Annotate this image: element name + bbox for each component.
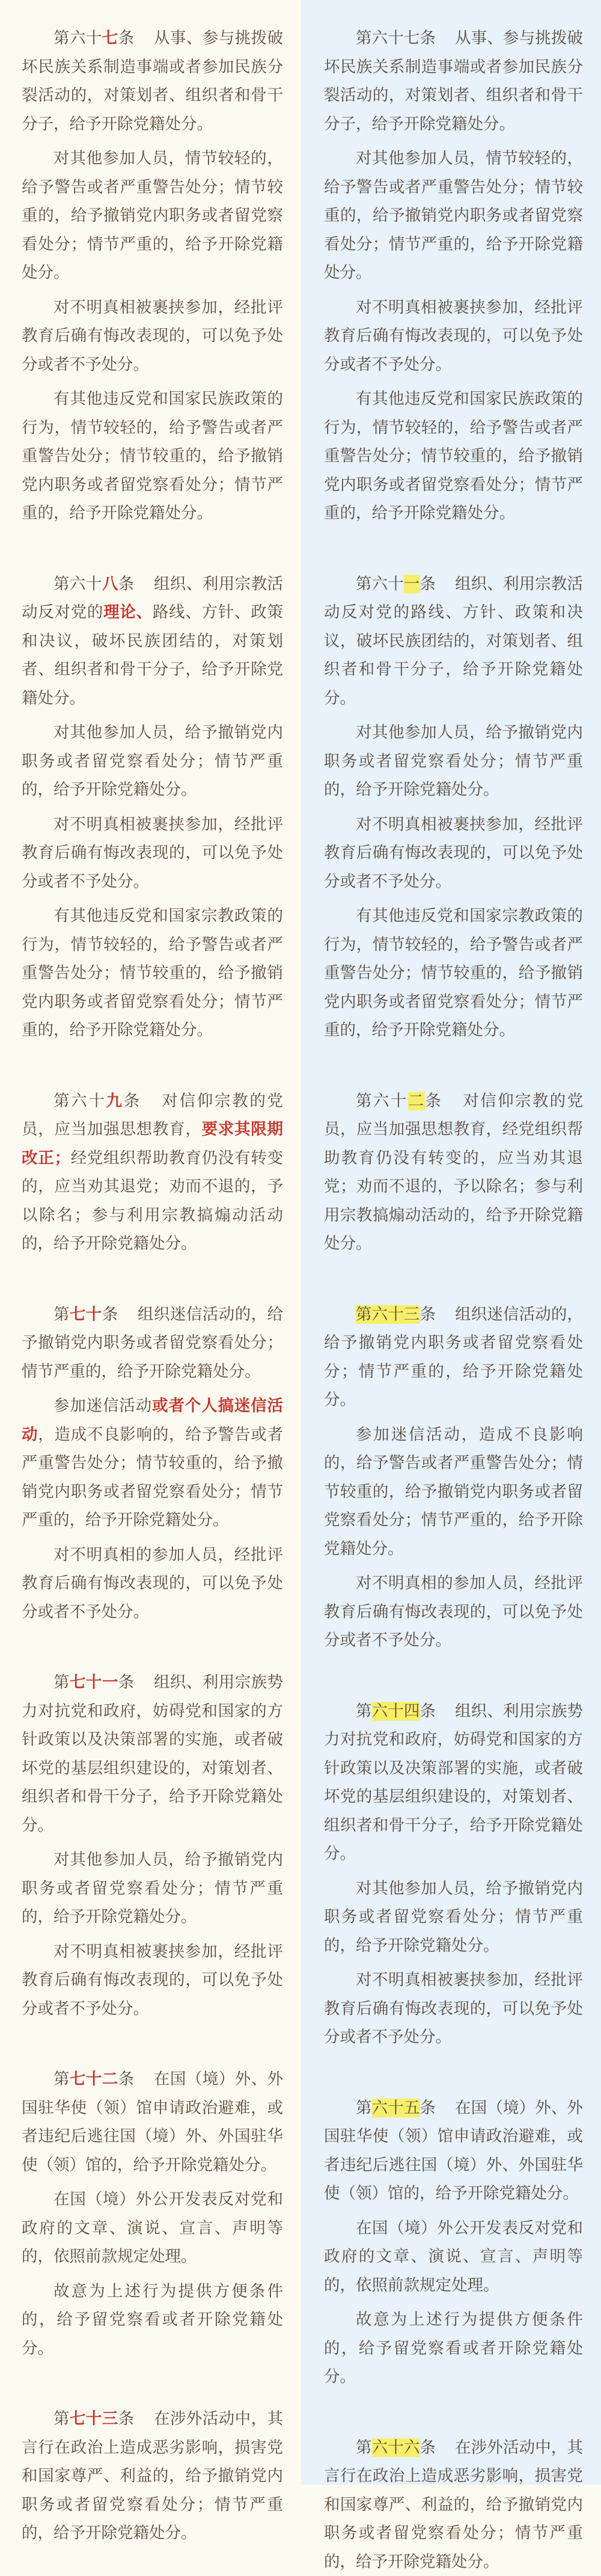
original-column: [301, 0, 601, 2485]
article-paragraph: [324, 1421, 583, 1564]
text-segment: 对信仰宗教的党员，应当加强思想教育，: [22, 1092, 283, 1139]
article-a70: [22, 1300, 283, 1627]
article-b61: [324, 570, 583, 1045]
text-segment: 第: [53, 2409, 70, 2428]
text-segment: 条: [420, 2438, 436, 2457]
article-heading-paragraph: [22, 1668, 283, 1840]
article-paragraph: [324, 1874, 583, 1960]
article-paragraph: [324, 1569, 583, 1655]
text-segment: 条: [420, 575, 436, 593]
text-segment: 第: [53, 1305, 70, 1324]
added-text: 七十三: [70, 2409, 118, 2428]
text-segment: 条: [420, 1702, 436, 1721]
article-heading-paragraph: [22, 1087, 283, 1258]
text-segment: 有其他违反党和国家民族政策的行为，情节较轻的，给予警告或者严重警告处分；情节较重的，给予撤销党内职务或者留党察看处分；情节严重的，给予开除党籍处分。: [324, 390, 583, 522]
text-segment: 对不明真相被裹挟参加，经批评教育后确有悔改表现的，可以免予处分或者不予处分。: [324, 815, 583, 891]
text-segment: 条: [118, 2409, 135, 2428]
article-paragraph: [324, 810, 583, 896]
text-segment: 第六十七条: [356, 29, 436, 47]
article-heading-paragraph: [324, 1697, 583, 1868]
article-b64: [324, 1697, 583, 2052]
text-segment: 路线、方针、政策和决议，破坏民族团结的，对策划者、组织者和骨干分子，给予开除党籍处分。: [22, 603, 283, 708]
article-paragraph: [324, 1966, 583, 2052]
article-heading-paragraph: [22, 1300, 283, 1386]
text-segment: 参加迷信活动: [53, 1397, 152, 1415]
article-paragraph: [22, 385, 283, 528]
text-segment: 参加迷信活动，造成不良影响的，给予警告或者严重警告处分；情节较重的，给予撤销党内职务或者留党察看处分；情节严重的，给予开除党籍处分。: [324, 1425, 583, 1558]
text-segment: 从事、参与挑拨破坏民族关系制造事端或者参加民族分裂活动的，对策划者、组织者和骨干分子，给予开除党籍处分。: [324, 29, 583, 133]
added-text: 七十一: [70, 1673, 118, 1692]
article-paragraph: [22, 1392, 283, 1535]
text-segment: 条: [420, 1305, 436, 1324]
text-segment: 对其他参加人员，情节较轻的，给予警告或者严重警告处分；情节较重的，给予撤销党内职务或者留党察看处分；情节严重的，给予开除党籍处分。: [22, 149, 283, 282]
article-paragraph: [22, 810, 283, 896]
text-segment: 在国（境）外公开发表反对党和政府的文章、演说、宣言、声明等的，依照前款规定处理。: [22, 2190, 283, 2266]
text-segment: 第: [356, 1702, 372, 1721]
text-segment: 对其他参加人员，情节较轻的，给予警告或者严重警告处分；情节较重的，给予撤销党内职务或者留党察看处分；情节严重的，给予开除党籍处分。: [324, 149, 583, 282]
article-heading-paragraph: [324, 1300, 583, 1415]
text-segment: 对其他参加人员，给予撤销党内职务或者留党察看处分；情节严重的，给予开除党籍处分。: [324, 723, 583, 799]
text-segment: 条: [425, 1092, 442, 1110]
article-paragraph: [324, 718, 583, 804]
changed-number: 一: [404, 575, 420, 593]
text-segment: 对其他参加人员，给予撤销党内职务或者留党察看处分；情节严重的，给予开除党籍处分。: [324, 1879, 583, 1955]
text-segment: 对不明真相被裹挟参加，经批评教育后确有悔改表现的，可以免予处分或者不予处分。: [324, 1971, 583, 2046]
text-segment: 有其他违反党和国家宗教政策的行为，情节较轻的，给予警告或者严重警告处分；情节较重的，给予撤销党内职务或者留党察看处分；情节严重的，给予开除党籍处分。: [22, 907, 283, 1039]
article-b63: [324, 1300, 583, 1655]
text-segment: 条: [118, 575, 135, 593]
text-segment: 对不明真相的参加人员，经批评教育后确有悔改表现的，可以免予处分或者不予处分。: [22, 1546, 283, 1621]
text-segment: 有其他违反党和国家宗教政策的行为，情节较轻的，给予警告或者严重警告处分；情节较重的，给予撤销党内职务或者留党察看处分；情节严重的，给予开除党籍处分。: [324, 907, 583, 1039]
article-paragraph: [324, 2305, 583, 2391]
article-a69: [22, 1087, 283, 1258]
text-segment: 组织、利用宗族势力对抗党和政府，妨碍党和国家的方针政策以及决策部署的实施，或者破坏党的基层组织建设的，对策划者、组织者和骨干分子，给予开除党籍处分。: [22, 1673, 283, 1835]
text-segment: 第: [356, 2099, 372, 2117]
text-segment: 经党组织帮助教育仍没有转变的，应当劝其退党；劝而不退的，予以除名；参与利用宗教搞煽动活动的，给予开除党籍处分。: [22, 1149, 283, 1253]
text-segment: 第: [53, 2070, 70, 2088]
changed-number: 六十六: [372, 2438, 420, 2457]
article-paragraph: [22, 1938, 283, 2024]
added-text: 八: [102, 575, 118, 593]
text-segment: 在国（境）外、外国驻华使（领）馆申请政治避难，或者违纪后逃往国（境）外、外国驻华使（领）馆的，给予开除党籍处分。: [324, 2099, 583, 2203]
text-segment: 从事、参与挑拨破坏民族关系制造事端或者参加民族分裂活动的，对策划者、组织者和骨干分子，给予开除党籍处分。: [22, 29, 283, 133]
text-segment: 条: [420, 2099, 436, 2117]
added-text: 或者个人搞迷信活动: [22, 1397, 283, 1444]
article-b60: [324, 24, 583, 528]
changed-number: 第六十三: [356, 1305, 420, 1324]
added-text: 七十: [70, 1305, 102, 1324]
text-segment: 对信仰宗教的党员，应当加强思想教育，经党组织帮助教育仍没有转变的，应当劝其退党；劝而不退的，予以除名；参与利用宗教搞煽动活动的，给予开除党籍处分。: [324, 1092, 583, 1253]
text-segment: 第六十: [53, 1092, 106, 1110]
text-segment: 条: [118, 1673, 135, 1692]
article-a73: [22, 2405, 283, 2548]
text-segment: 在国（境）外公开发表反对党和政府的文章、演说、宣言、声明等的，依照前款规定处理。: [324, 2219, 583, 2295]
text-segment: 第六十: [356, 1092, 408, 1110]
text-segment: 第: [53, 1673, 70, 1692]
article-heading-paragraph: [22, 24, 283, 138]
text-segment: 第六十: [356, 575, 404, 593]
article-paragraph: [324, 293, 583, 379]
text-segment: 组织、利用宗教活动反对党的路线、方针、政策和决议，破坏民族团结的，对策划者、组织者和骨干分子，给予开除党籍处分。: [324, 575, 583, 708]
text-segment: 条: [118, 2070, 135, 2088]
text-segment: 条: [118, 29, 135, 47]
text-segment: 组织迷信活动的，给予撤销党内职务或者留党察看处分；情节严重的，给予开除党籍处分。: [22, 1305, 283, 1381]
text-segment: ，造成不良影响的，给予警告或者严重警告处分；情节较重的，给予撤销党内职务或者留党察看处分；情节严重的，给予开除党籍处分。: [22, 1425, 283, 1530]
text-segment: 组织迷信活动的，给予撤销党内职务或者留党察看处分；情节严重的，给予开除党籍处分。: [324, 1305, 583, 1410]
article-heading-paragraph: [324, 1087, 583, 1258]
article-paragraph: [22, 144, 283, 287]
text-segment: 对其他参加人员，给予撤销党内职务或者留党察看处分；情节严重的，给予开除党籍处分。: [22, 1850, 283, 1926]
text-segment: 故意为上述行为提供方便条件的，给予留党察看或者开除党籍处分。: [22, 2282, 283, 2358]
article-paragraph: [22, 1846, 283, 1932]
text-segment: 对不明真相的参加人员，经批评教育后确有悔改表现的，可以免予处分或者不予处分。: [324, 1574, 583, 1650]
added-text: 七十二: [70, 2070, 118, 2088]
text-segment: 第: [356, 2438, 372, 2457]
revised-column: [0, 0, 301, 2485]
text-segment: 对不明真相被裹挟参加，经批评教育后确有悔改表现的，可以免予处分或者不予处分。: [22, 298, 283, 374]
article-heading-paragraph: [22, 570, 283, 713]
text-segment: 条: [102, 1305, 118, 1324]
added-text: 要求其限期改正；: [22, 1120, 283, 1167]
article-heading-paragraph: [324, 24, 583, 138]
article-paragraph: [22, 2277, 283, 2363]
added-text: 九: [106, 1092, 124, 1110]
article-a67: [22, 24, 283, 528]
article-b66: [324, 2434, 583, 2576]
text-segment: 第六十: [53, 29, 102, 47]
article-a71: [22, 1668, 283, 2023]
added-text: 七: [102, 29, 118, 47]
text-segment: 对不明真相被裹挟参加，经批评教育后确有悔改表现的，可以免予处分或者不予处分。: [22, 815, 283, 891]
article-b62: [324, 1087, 583, 1258]
text-segment: 有其他违反党和国家民族政策的行为，情节较轻的，给予警告或者严重警告处分；情节较重的，给予撤销党内职务或者留党察看处分；情节严重的，给予开除党籍处分。: [22, 390, 283, 522]
text-segment: 对不明真相被裹挟参加，经批评教育后确有悔改表现的，可以免予处分或者不予处分。: [324, 298, 583, 374]
article-a68: [22, 570, 283, 1045]
article-paragraph: [324, 902, 583, 1045]
article-paragraph: [22, 2185, 283, 2271]
article-heading-paragraph: [324, 2094, 583, 2208]
changed-number: 二: [408, 1092, 426, 1110]
text-segment: 组织、利用宗教活动反对党的: [22, 575, 283, 622]
article-heading-paragraph: [324, 2434, 583, 2576]
text-segment: 在国（境）外、外国驻华使（领）馆申请政治避难，或者违纪后逃往国（境）外、外国驻华使（领）馆的，给予开除党籍处分。: [22, 2070, 283, 2174]
text-segment: 在涉外活动中，其言行在政治上造成恶劣影响，损害党和国家尊严、利益的，给予撤销党内职务或者留党察看处分；情节严重的，给予开除党籍处分。: [22, 2409, 283, 2542]
changed-number: 六十四: [372, 1702, 420, 1721]
text-segment: 对不明真相被裹挟参加，经批评教育后确有悔改表现的，可以免予处分或者不予处分。: [22, 1942, 283, 2018]
article-paragraph: [324, 144, 583, 287]
text-segment: 对其他参加人员，给予撤销党内职务或者留党察看处分；情节严重的，给予开除党籍处分。: [22, 723, 283, 799]
text-segment: 在涉外活动中，其言行在政治上造成恶劣影响，损害党和国家尊严、利益的，给予撤销党内职务或者留党察看处分；情节严重的，给予开除党籍处分。: [324, 2438, 583, 2571]
added-text: 理论、: [103, 603, 153, 622]
article-paragraph: [324, 2214, 583, 2300]
article-paragraph: [22, 1541, 283, 1627]
article-b65: [324, 2094, 583, 2391]
article-paragraph: [22, 902, 283, 1045]
text-segment: 第六十: [53, 575, 102, 593]
text-segment: 组织、利用宗族势力对抗党和政府，妨碍党和国家的方针政策以及决策部署的实施，或者破坏党的基层组织建设的，对策划者、组织者和骨干分子，给予开除党籍处分。: [324, 1702, 583, 1864]
article-heading-paragraph: [324, 570, 583, 713]
article-a72: [22, 2065, 283, 2363]
article-paragraph: [324, 385, 583, 528]
changed-number: 六十五: [372, 2099, 420, 2117]
article-paragraph: [22, 293, 283, 379]
article-paragraph: [22, 718, 283, 804]
article-heading-paragraph: [22, 2065, 283, 2179]
text-segment: 故意为上述行为提供方便条件的，给予留党察看或者开除党籍处分。: [324, 2310, 583, 2386]
article-heading-paragraph: [22, 2405, 283, 2548]
text-segment: 条: [124, 1092, 141, 1110]
